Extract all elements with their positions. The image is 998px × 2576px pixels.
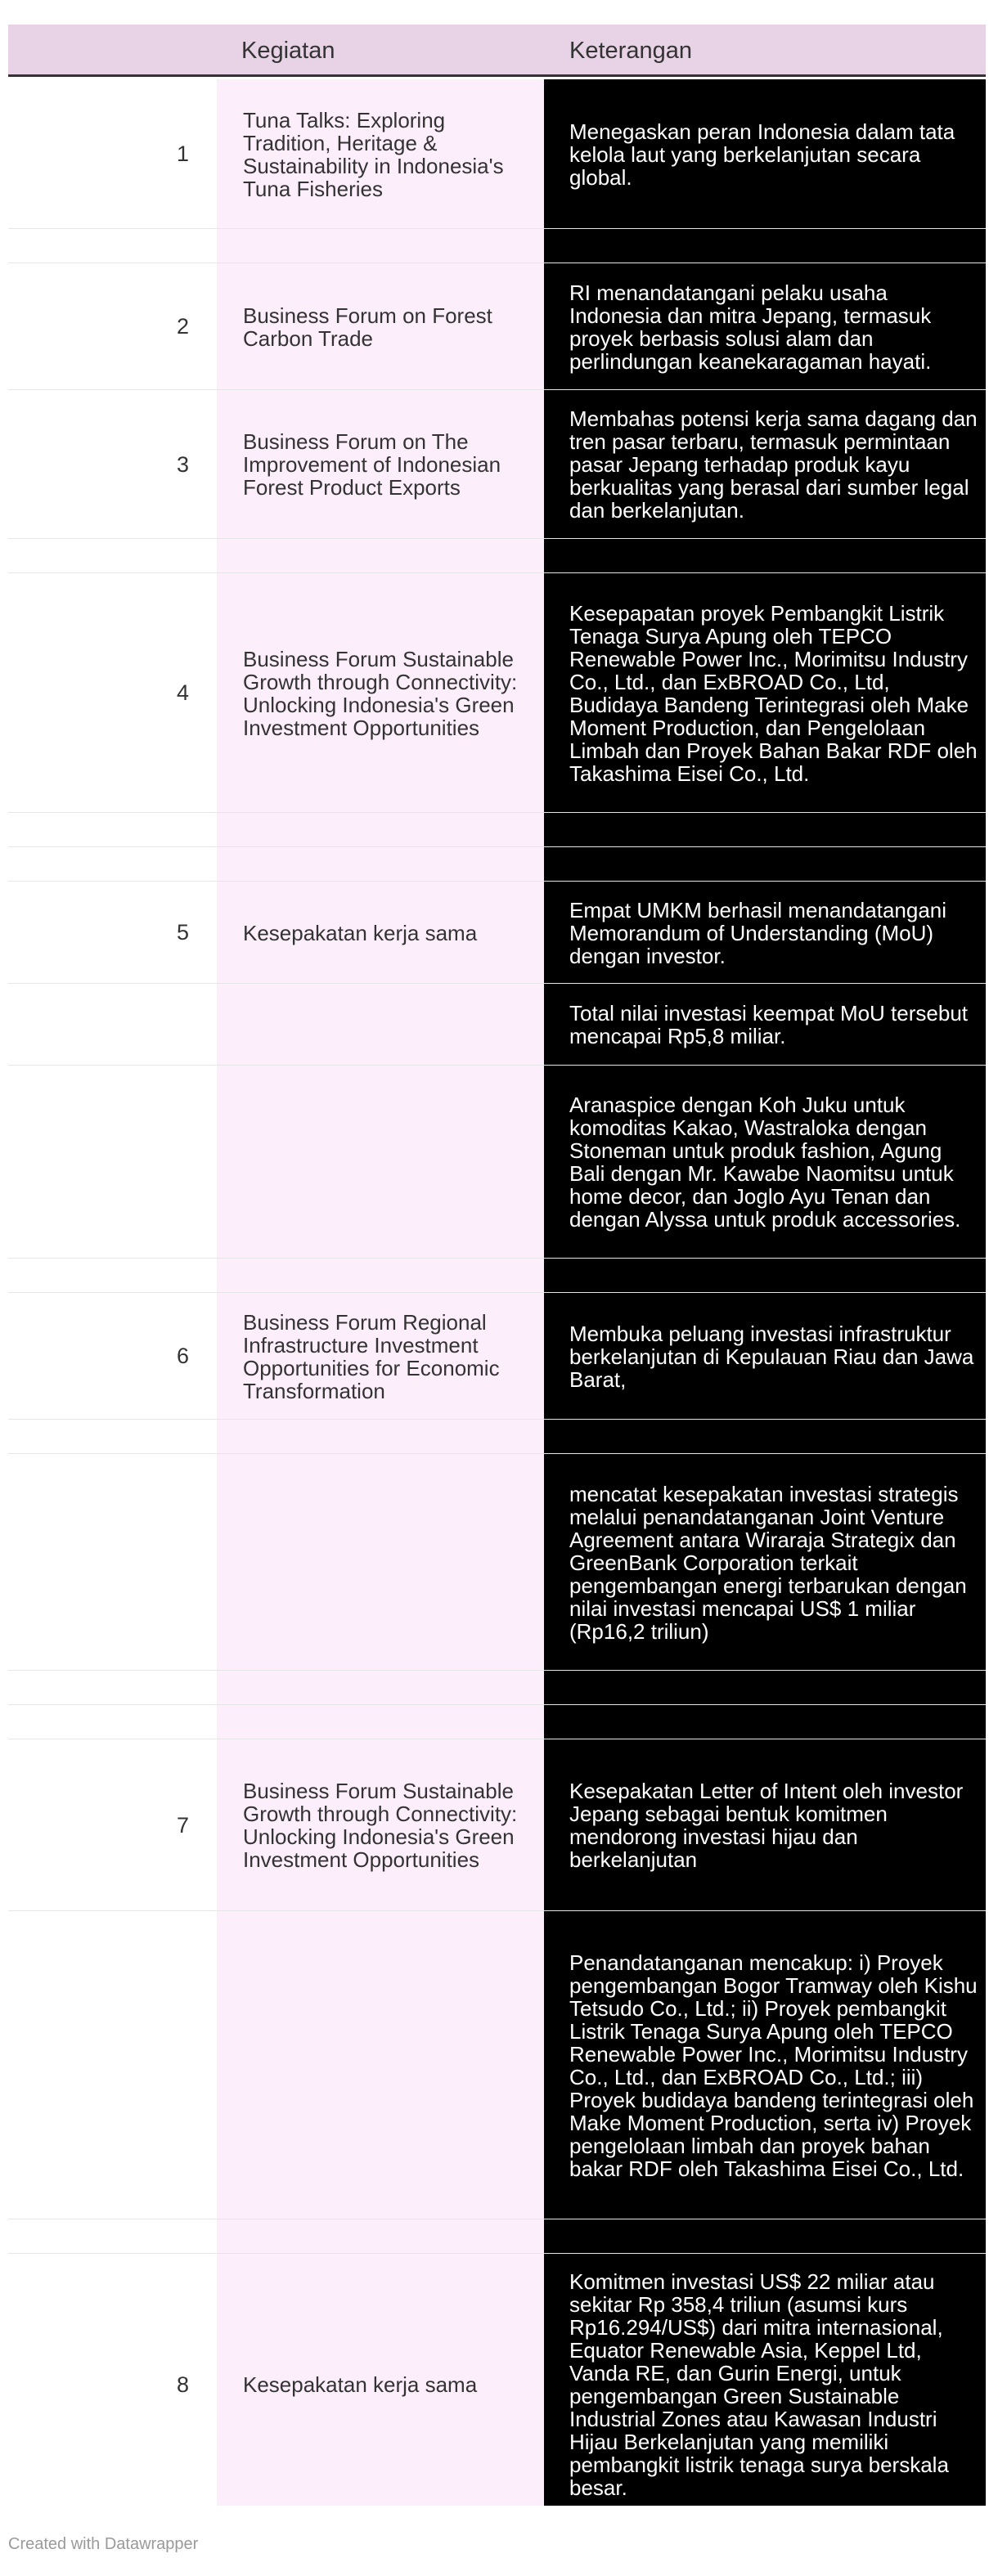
table-row bbox=[8, 1911, 986, 2219]
cell-no bbox=[8, 229, 217, 263]
cell-kegiatan bbox=[217, 1454, 544, 1671]
cell-no bbox=[8, 1454, 217, 1671]
cell-kegiatan bbox=[217, 229, 544, 263]
cell-keterangan bbox=[544, 2219, 986, 2254]
cell-keterangan bbox=[544, 847, 986, 882]
table-row bbox=[8, 1293, 986, 1420]
cell-keterangan: Total nilai investasi keempat MoU tersebut mencapai Rp5,8 miliar. bbox=[569, 1001, 969, 1048]
cell-keterangan: Kesepakatan Letter of Intent oleh investor Jepang sebagai bentuk komitmen mendorong investasi hijau dan berkelanjutan bbox=[569, 1779, 964, 1872]
table-row bbox=[8, 539, 986, 573]
cell-no bbox=[8, 984, 217, 1066]
table-row bbox=[8, 229, 986, 263]
cell-kegiatan: Tuna Talks: Exploring Tradition, Heritage & Sustainability in Indonesia's Tuna Fisheries bbox=[243, 107, 504, 201]
cell-no: 4 bbox=[176, 680, 189, 705]
cell-kegiatan bbox=[217, 984, 544, 1066]
cell-kegiatan: Business Forum Sustainable Growth through Connectivity: Unlocking Indonesia's Green Investment Opportunities bbox=[243, 646, 518, 740]
cell-kegiatan: Business Forum on The Improvement of Indonesian Forest Product Exports bbox=[243, 429, 501, 500]
cell-no bbox=[8, 1259, 217, 1293]
cell-no bbox=[8, 2219, 217, 2254]
table-row bbox=[8, 984, 986, 1066]
cell-keterangan: Empat UMKM berhasil menandatangani Memorandum of Understanding (MoU) dengan investor. bbox=[569, 897, 947, 968]
cell-no: 6 bbox=[176, 1344, 189, 1368]
cell-no bbox=[8, 1420, 217, 1454]
cell-keterangan: Kesepapatan proyek Pembangkit Listrik Tenaga Surya Apung oleh TEPCO Renewable Power Inc., Morimitsu Industry Co., Ltd., dan ExBROAD Co., Ltd, Budidaya Bandeng Terintegrasi oleh Make Moment Production, dan Pengelolaan Limbah dan Proyek Bahan Bakar RDF oleh Takashima Eisei Co., Ltd. bbox=[569, 600, 978, 786]
cell-keterangan: Membuka peluang investasi infrastruktur berkelanjutan di Kepulauan Riau dan Jawa Barat, bbox=[569, 1321, 974, 1392]
cell-no: 1 bbox=[176, 141, 189, 166]
cell-no: 5 bbox=[176, 920, 189, 945]
table-row bbox=[8, 1259, 986, 1293]
cell-no bbox=[8, 1671, 217, 1705]
table-row bbox=[8, 1066, 986, 1259]
cell-keterangan: Komitmen investasi US$ 22 miliar atau sekitar Rp 358,4 triliun (asumsi kurs Rp16.294/US$) dari mitra internasional, Equator Renewable Asia, Keppel Ltd, Vanda RE, dan Gurin Energi, untuk pengembangan Green Sustainable Industrial Zones atau Kawasan Industri Hijau Berkelanjutan yang memiliki pembangkit listrik tenaga surya berskala besar. bbox=[569, 2269, 949, 2500]
cell-keterangan: RI menandatangani pelaku usaha Indonesia dan mitra Jepang, termasuk proyek berbasis solusi alam dan perlindungan keanekaragaman hayati. bbox=[569, 280, 932, 374]
cell-kegiatan bbox=[217, 1420, 544, 1454]
cell-keterangan bbox=[544, 229, 986, 263]
table-row bbox=[8, 79, 986, 229]
table-row bbox=[8, 813, 986, 847]
cell-keterangan bbox=[544, 539, 986, 573]
table-row bbox=[8, 847, 986, 882]
cell-kegiatan: Kesepakatan kerja sama bbox=[243, 2372, 478, 2397]
cell-keterangan bbox=[544, 1671, 986, 1705]
cell-no bbox=[8, 539, 217, 573]
cell-keterangan: Membahas potensi kerja sama dagang dan tren pasar terbaru, termasuk permintaan pasar Jepang terhadap produk kayu berkualitas yang berasal dari sumber legal dan berkelanjutan. bbox=[569, 406, 978, 523]
cell-no bbox=[8, 1911, 217, 2219]
table-row bbox=[8, 2219, 986, 2254]
table-row bbox=[8, 882, 986, 984]
cell-keterangan: Menegaskan peran Indonesia dalam tata kelola laut yang berkelanjutan secara global. bbox=[569, 119, 955, 190]
cell-keterangan bbox=[544, 1420, 986, 1454]
table-row bbox=[8, 263, 986, 390]
cell-kegiatan bbox=[217, 2219, 544, 2254]
cell-kegiatan bbox=[217, 847, 544, 882]
table-row bbox=[8, 2254, 986, 2515]
header-keterangan[interactable]: Keterangan bbox=[569, 37, 692, 64]
cell-no: 8 bbox=[176, 2372, 189, 2397]
table-row bbox=[8, 1420, 986, 1454]
cell-no: 7 bbox=[176, 1812, 189, 1838]
cell-no bbox=[8, 813, 217, 847]
cell-kegiatan bbox=[217, 1066, 544, 1259]
cell-no: 3 bbox=[176, 451, 189, 477]
cell-no: 2 bbox=[176, 314, 189, 339]
table-header bbox=[8, 25, 986, 77]
cell-no bbox=[8, 847, 217, 882]
cell-keterangan bbox=[544, 813, 986, 847]
table-row bbox=[8, 1671, 986, 1705]
table-row bbox=[8, 1739, 986, 1911]
cell-kegiatan bbox=[217, 1705, 544, 1739]
datawrapper-credit[interactable]: Created with Datawrapper bbox=[8, 2535, 199, 2553]
cell-keterangan: Penandatanganan mencakup: i) Proyek pengembangan Bogor Tramway oleh Kishu Tetsudo Co., Ltd.; ii) Proyek pembangkit Listrik Tenaga Surya Apung oleh TEPCO Renewable Power Inc., Morimitsu Industry Co., Ltd., dan ExBROAD Co., Ltd.; iii) Proyek budidaya bandeng terintegrasi oleh Make Moment Production, serta iv) Proyek pengelolaan limbah dan proyek bahan bakar RDF oleh Takashima Eisei Co., Ltd. bbox=[569, 1950, 978, 2181]
cell-no bbox=[8, 1066, 217, 1259]
table-row bbox=[8, 390, 986, 539]
table-row bbox=[8, 1705, 986, 1739]
cell-kegiatan: Kesepakatan kerja sama bbox=[243, 920, 478, 945]
header-kegiatan[interactable]: Kegiatan bbox=[241, 37, 335, 64]
cell-kegiatan bbox=[217, 1671, 544, 1705]
cell-kegiatan bbox=[217, 1259, 544, 1293]
cell-kegiatan: Business Forum Sustainable Growth through Connectivity: Unlocking Indonesia's Green Investment Opportunities bbox=[243, 1779, 518, 1872]
cell-kegiatan bbox=[217, 539, 544, 573]
cell-keterangan bbox=[544, 1705, 986, 1739]
cell-keterangan: mencatat kesepakatan investasi strategis melalui penandatanganan Joint Venture Agreement antara Wiraraja Strategix dan GreenBank Corporation terkait pengembangan energi terbarukan dengan nilai investasi mencapai US$ 1 miliar (Rp16,2 triliun) bbox=[569, 1481, 967, 1644]
cell-kegiatan bbox=[217, 813, 544, 847]
cell-no bbox=[8, 1705, 217, 1739]
cell-kegiatan bbox=[217, 1911, 544, 2219]
cell-keterangan bbox=[544, 1259, 986, 1293]
table-row bbox=[8, 1454, 986, 1671]
cell-kegiatan: Business Forum Regional Infrastructure Investment Opportunities for Economic Transformation bbox=[243, 1309, 500, 1403]
cell-kegiatan: Business Forum on Forest Carbon Trade bbox=[243, 303, 492, 351]
cell-keterangan: Aranaspice dengan Koh Juku untuk komoditas Kakao, Wastraloka dengan Stoneman untuk produk fashion, Agung Bali dengan Mr. Kawabe Naomitsu untuk home decor, dan Joglo Ayu Tenan dan dengan Alyssa untuk produk accessories. bbox=[569, 1093, 961, 1232]
table-row bbox=[8, 573, 986, 813]
